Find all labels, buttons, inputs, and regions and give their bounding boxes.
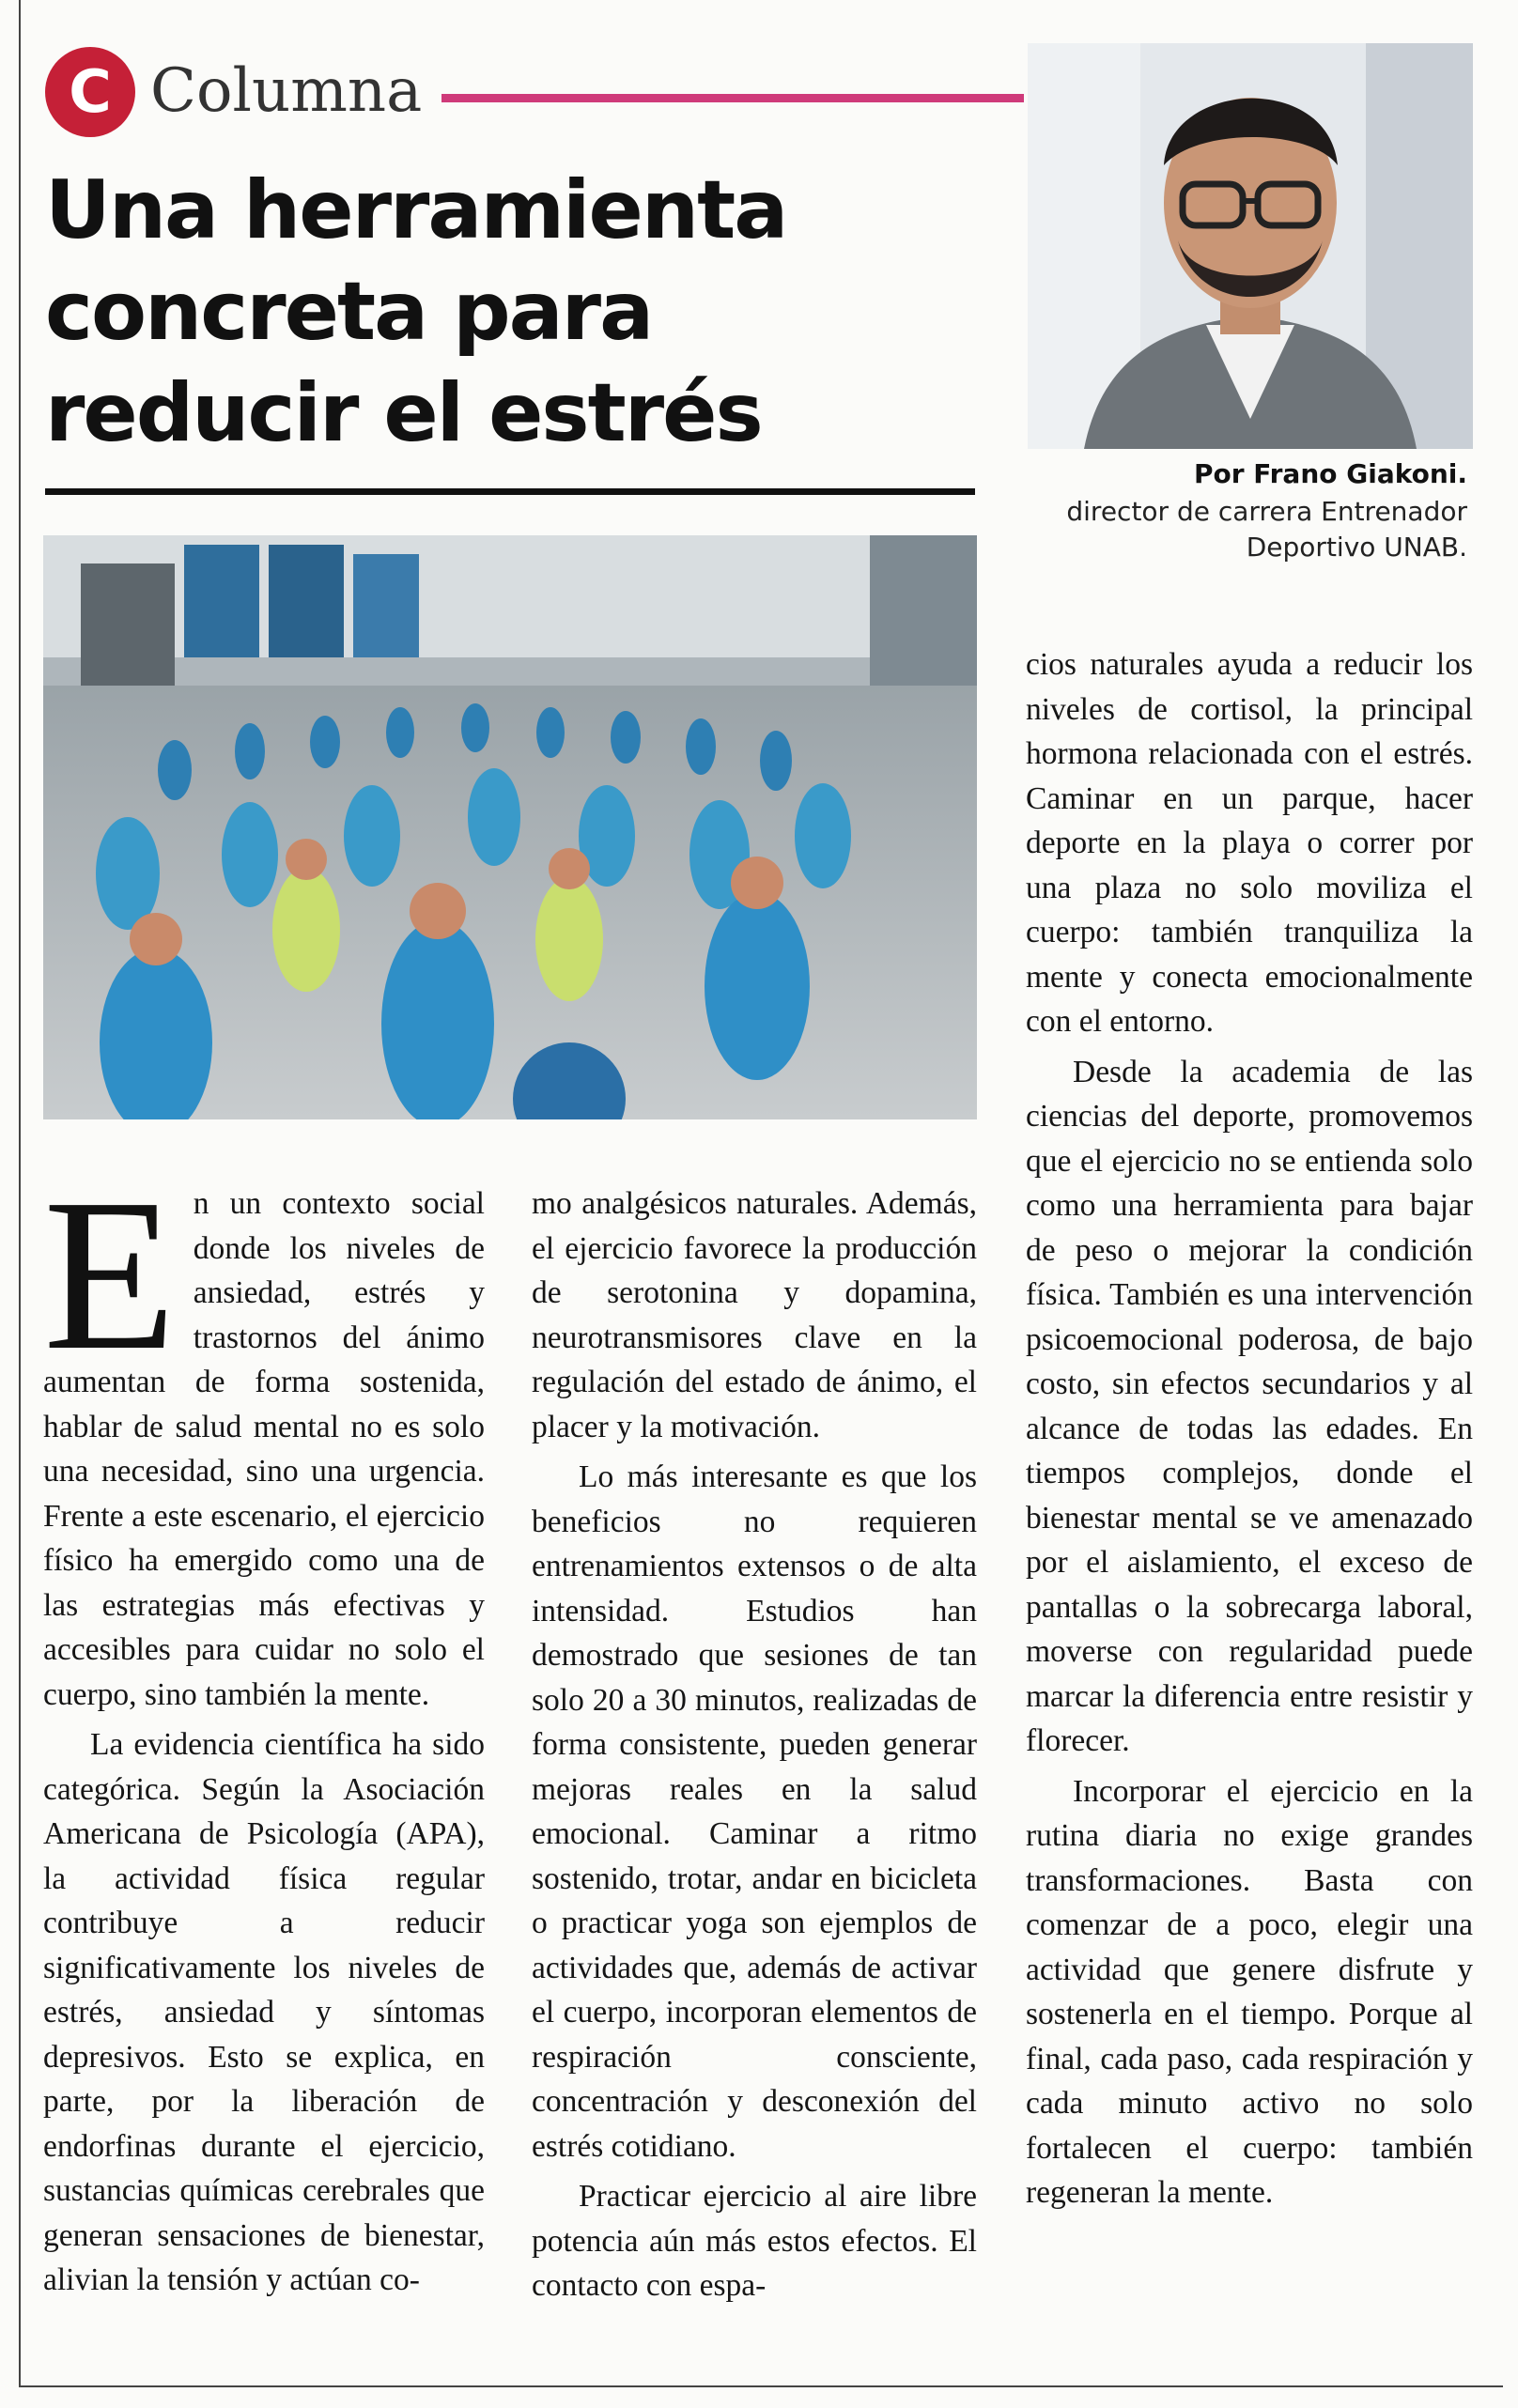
article-paragraph: Practicar ejercicio al aire libre potencia aún más estos efectos. El contacto con espa- bbox=[532, 2179, 977, 2303]
article-paragraph: cios naturales ayuda a reducir los niveles de cortisol, la principal hormona relacionada con el estrés. Caminar en un parque, hacer deporte en la playa o correr por una plaza no solo moviliza el cuerpo: también tranquiliza la mente y conecta emocionalmente con el entorno. bbox=[1026, 647, 1473, 1039]
section-rule bbox=[441, 94, 1024, 102]
article-paragraph: mo analgésicos naturales. Además, el ejercicio favorece la producción de serotonina y dopamina, neurotransmisores clave en la regulación del estado de ánimo, el placer y la motivación. bbox=[532, 1186, 977, 1444]
author-photo bbox=[1028, 43, 1473, 449]
author-role: director de carrera Entrenador Deportivo UNAB. bbox=[1066, 496, 1467, 563]
article-column-2 bbox=[532, 1181, 977, 2308]
page-border-bottom bbox=[19, 2385, 1503, 2387]
article-paragraph: Desde la academia de las ciencias del deporte, promovemos que el ejercicio no se entienda solo como una herramienta para bajar de peso o mejorar la condición física. También es una intervención psicoemocional poderosa, de bajo costo, sin efectos secundarios y al alcance de todas las edades. En tiempos complejos, donde el bienestar mental se ve amenazado por el aislamiento, el exceso de pantallas o la sobrecarga laboral, moverse con regularidad puede marcar la diferencia entre resistir y florecer. bbox=[1026, 1054, 1473, 1758]
article-paragraph: La evidencia científica ha sido categórica. Según la Asociación Americana de Psicología (APA), la actividad física regular contribuye a reducir significativamente los niveles de estrés, ansiedad y síntomas depresivos. Esto se explica, en parte, por la liberación de endorfinas durante el ejercicio, sustancias químicas cerebrales que generan sensaciones de bienestar, alivian la tensión y actúan co- bbox=[43, 1727, 485, 2297]
article-column-3 bbox=[1026, 642, 1473, 2215]
article-paragraph: Incorporar el ejercicio en la rutina diaria no exige grandes transformaciones. Basta con comenzar de a poco, elegir una actividad que genere disfrute y sostenerla en el tiempo. Porque al final, cada paso, cada respiración y cada minuto activo no solo fortalecen el cuerpo: también regeneran la mente. bbox=[1026, 1773, 1473, 2210]
author-portrait-illustration bbox=[1028, 43, 1473, 449]
paragraph-text: n un contexto social donde los niveles de ansiedad, estrés y trastornos del ánimo aumentan de forma sostenida, hablar de salud mental no es solo una necesidad, sino una urgencia. Frente a este escenario, el ejercicio físico ha emergido como una de las estrategias más efectivas y accesibles para cuidar no solo el cuerpo, sino también la mente. bbox=[43, 1186, 485, 1712]
headline: Una herramienta concreta para reducir el estrés bbox=[45, 163, 787, 460]
page-border-left bbox=[19, 0, 21, 2385]
article-paragraph bbox=[43, 1154, 485, 1717]
drop-cap: E bbox=[43, 1154, 177, 1396]
section-badge: C bbox=[45, 47, 135, 137]
headline-rule bbox=[45, 488, 975, 495]
marathon-runners-illustration bbox=[43, 535, 977, 1119]
marathon-photo bbox=[43, 535, 977, 1119]
article-paragraph: Lo más interesante es que los beneficios no requieren entrenamientos extensos o de alta intensidad. Estudios han demostrado que sesiones de tan solo 20 a 30 minutos, realizadas de forma consistente, pueden generar mejoras reales en la salud emocional. Caminar a ritmo sostenido, trotar, andar en bicicleta o practicar yoga son ejemplos de actividades que, además de activar el cuerpo, incorporan elementos de respiración consciente, concentración y desconexión del estrés cotidiano. bbox=[532, 1459, 977, 2164]
section-label: Columna bbox=[150, 56, 423, 126]
author-name: Por Frano Giakoni. bbox=[1193, 458, 1467, 489]
article-column-1 bbox=[43, 1154, 485, 2303]
